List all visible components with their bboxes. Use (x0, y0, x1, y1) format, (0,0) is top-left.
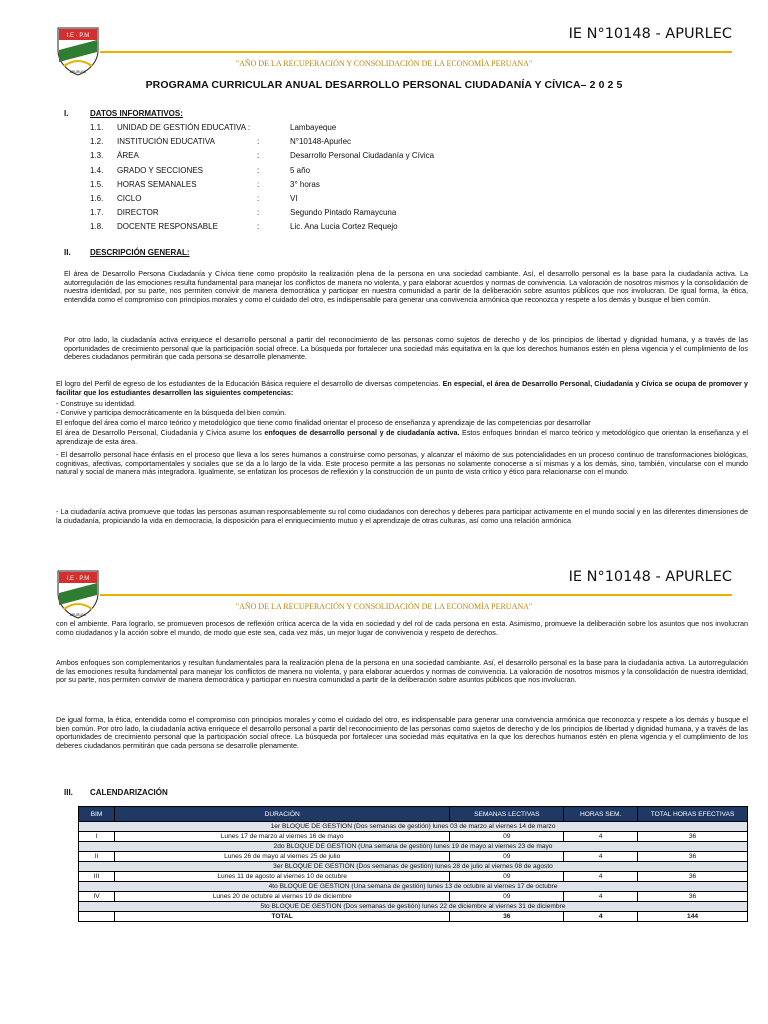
table-cell: 4 (564, 912, 638, 922)
info-row-label: GRADO Y SECCIONES (117, 165, 203, 175)
column-header: TOTAL HORAS EFECTIVAS (638, 807, 748, 822)
info-row-label: ÁREA (117, 151, 139, 161)
section-heading: I. DATOS INFORMATIVOS: (64, 109, 183, 118)
column-header: DURACIÓN (114, 807, 449, 822)
year-motto: "AÑO DE LA RECUPERACIÓN Y CONSOLIDACIÓN DE LA ECONOMÍA PERUANA" (235, 602, 533, 611)
table-cell: 09 (450, 832, 564, 842)
table-cell: Lunes 11 de agosto al viernes 10 de octubre (114, 872, 449, 882)
table-cell (79, 912, 115, 922)
school-crest-logo (56, 569, 100, 619)
table-cell: 4 (564, 852, 638, 862)
management-block-row (79, 862, 748, 872)
table-cell: 09 (450, 892, 564, 902)
info-row-value: 5 año (290, 165, 311, 175)
year-motto: "AÑO DE LA RECUPERACIÓN Y CONSOLIDACIÓN DE LA ECONOMÍA PERUANA" (235, 59, 533, 68)
info-row-separator: : (257, 179, 260, 189)
total-row (79, 912, 748, 922)
table-row (79, 892, 748, 902)
svg-text:I.E · P.M: I.E · P.M (66, 33, 90, 39)
table-cell: 09 (450, 852, 564, 862)
table-cell: 4 (564, 832, 638, 842)
table-cell: IV (79, 892, 115, 902)
table-cell: III (79, 872, 115, 882)
info-row-separator: : (257, 208, 260, 218)
paragraph: con el ambiente. Para lograrlo, se promueven procesos de reflexión crítica acerca de la vida en sociedad y del rol de cada persona en esta. Asimismo, promueve la deliberación sobre los asuntos que nos involucran como ciudadanos y la acción sobre el mundo, de modo que este sea, cada vez más, un mejor lugar de convivencia y respeto de derechos. (56, 619, 748, 637)
header-gold-rule (100, 51, 732, 53)
header-gold-rule (100, 594, 732, 596)
info-row-label: DIRECTOR (117, 208, 159, 218)
table-cell: I (79, 832, 115, 842)
info-row-number: 1.3. (90, 151, 104, 161)
table-cell: 4 (564, 892, 638, 902)
svg-text:I.E · P.M: I.E · P.M (66, 576, 90, 582)
info-row-number: 1.7. (90, 208, 104, 218)
list-item: - Construye su identidad. (56, 399, 136, 408)
school-id: IE N°10148 - APURLEC (568, 569, 732, 585)
management-block-row (79, 882, 748, 892)
table-cell: 36 (638, 892, 748, 902)
block-cell: 2do BLOQUE DE GESTION (Una semana de gestión) lunes 19 de mayo al viernes 23 de mayo (79, 842, 748, 852)
block-cell: 4to BLOQUE DE GESTION (Una semana de gestión) lunes 13 de octubre al viernes 17 de octubre (79, 882, 748, 892)
block-cell: 5to BLOQUE DE GESTION (Dos semanas de gestión) lunes 22 de diciembre al viernes 31 de diciembre (79, 902, 748, 912)
table-row (79, 852, 748, 862)
table-row (79, 872, 748, 882)
management-block-row (79, 902, 748, 912)
paragraph: El área de Desarrollo Personal, Ciudadanía y Cívica asume los enfoques de desarrollo personal y de ciudadanía activa. Estos enfoques brindan el marco teórico y metodológico que orientan la enseñanza y el aprendizaje de esta área. (56, 428, 748, 446)
svg-text:APURLEC: APURLEC (69, 70, 87, 74)
list-item: - Convive y participa democráticamente en la búsqueda del bien común. (56, 408, 287, 417)
paragraph: Por otro lado, la ciudadanía activa enriquece el desarrollo personal a partir del reconocimiento de las personas como sujetos de derecho y de los principios de libertad y dignidad humana, y a través de las oportunidades de crecimiento personal que la participación social ofrece. La búsqueda por fortalecer una sociedad más equitativa en la que los derechos humanos estén en plena vigencia y el cumplimiento de los deberes ciudadanos permitirán que cada persona se desarrolle plenamente. (64, 335, 748, 362)
management-block-row (79, 822, 748, 832)
info-row-value: N°10148-Apurlec (290, 137, 352, 147)
info-row-label: INSTITUCIÓN EDUCATIVA (117, 137, 215, 147)
table-cell: 09 (450, 872, 564, 882)
svg-text:APURLEC: APURLEC (69, 613, 87, 617)
info-row-separator: : (257, 137, 260, 147)
column-header: BIM (79, 807, 115, 822)
info-row-label: CICLO (117, 194, 142, 203)
paragraph: El área de Desarrollo Persona Ciudadanía y Cívica tiene como propósito la realización plena de la persona en una sociedad cambiante. Así, el desarrollo personal es la base para la ciudadanía activa. La autorregulación de las emociones resulta fundamental para manejar los conflictos de manera no violenta, y para elaborar acuerdos y normas de convivencia. La valoración de nosotros mismos y la consolidación de nuestra identidad, por su parte, nos permiten convivir de manera democrática y participar en nuestra comunidad a partir de la deliberación sobre asuntos públicos que nos involucran. De igual forma, la ética, entendida como el compromiso con principios morales y como el cuidado del otro, es indispensable para generar una convivencia armónica que reconozca y respete a los demás y busque el bien común. (64, 269, 748, 304)
paragraph: De igual forma, la ética, entendida como el compromiso con principios morales y como el cuidado del otro, es indispensable para generar una convivencia armónica que reconozca y respete a los demás y busque el bien común. Por otro lado, la ciudadanía activa enriquece el desarrollo personal a partir del reconocimiento de las personas como sujetos de derecho y de los principios de libertad y dignidad humana, y a través de las oportunidades de crecimiento personal que la participación social ofrece. La búsqueda por fortalecer una sociedad más equitativa en la que los derechos humanos estén en plena vigencia y el cumplimiento de los deberes ciudadanos permitirán que cada persona se desarrolle plenamente. (56, 715, 748, 750)
info-row-value: 3° horas (290, 179, 320, 189)
paragraph: - El desarrollo personal hace énfasis en el proceso que lleva a los seres humanos a construirse como personas, y alcanzar el máximo de sus potencialidades en un proceso continuo de transformaciones biológicas, cognitivas, afectivas, comportamentales y sociales que se da a lo largo de la vida. Este proceso permite a las personas no solamente conocerse a sí mismas y a los demás, sino, también, vincularse con el mundo natural y social de manera más integradora. Igualmente, se enfatizan los procesos de reflexión y la construcción de un punto de vista crítico y ético para relacionarse con el mundo. (56, 450, 748, 477)
table-cell: TOTAL (114, 912, 449, 922)
paragraph: - La ciudadanía activa promueve que todas las personas asuman responsablemente su rol como ciudadanos con derechos y deberes para participar activamente en el mundo social y en las diferentes dimensiones de la ciudadanía, propiciando la vida en democracia, la disposición para el enriquecimiento mutuo y el aprendizaje de otras culturas, así como una relación armónica (56, 507, 748, 525)
paragraph: El logro del Perfil de egreso de los estudiantes de la Educación Básica requiere el desarrollo de diversas competencias. En especial, el área de Desarrollo Personal, Ciudadanía y Cívica se ocupa de promover y facilitar que los estudiantes desarrollen las siguientes competencias: (56, 379, 748, 397)
info-row-separator: : (257, 151, 260, 161)
column-header: SEMANAS LECTIVAS (450, 807, 564, 822)
info-row-label: HORAS SEMANALES (117, 179, 197, 189)
info-row-number: 1.8. (90, 222, 104, 232)
table-cell: 36 (638, 852, 748, 862)
table-cell: Lunes 17 de marzo al viernes 16 de mayo (114, 832, 449, 842)
table-cell: 36 (638, 872, 748, 882)
info-row-label: UNIDAD DE GESTIÓN EDUCATIVA : (117, 123, 251, 132)
info-row-value: Lambayeque (290, 123, 337, 132)
info-row-number: 1.4. (90, 165, 104, 175)
info-row-separator: : (257, 194, 260, 203)
info-row-separator: : (257, 165, 260, 175)
section-heading: III. CALENDARIZACIÓN (64, 788, 168, 797)
paragraph: El enfoque del área como el marco teórico y metodológico que tiene como finalidad orientar el proceso de enseñanza y aprendizaje de las competencias por desarrollar (56, 418, 591, 427)
info-row-value: Lic. Ana Lucia Cortez Requejo (290, 222, 398, 232)
info-row-label: DOCENTE RESPONSABLE (117, 222, 218, 232)
table-cell: 4 (564, 872, 638, 882)
school-id: IE N°10148 - APURLEC (568, 26, 732, 42)
column-header: HORAS SEM. (564, 807, 638, 822)
table-cell: 36 (450, 912, 564, 922)
info-row-value: Segundo Pintado Ramaycuna (290, 208, 397, 218)
management-block-row (79, 842, 748, 852)
block-cell: 3er BLOQUE DE GESTION (Dos semanas de gestión) lunes 28 de julio al viernes 08 de agosto (79, 862, 748, 872)
info-row-number: 1.5. (90, 179, 104, 189)
table-cell: Lunes 20 de octubre al viernes 19 de diciembre (114, 892, 449, 902)
table-cell: 144 (638, 912, 748, 922)
document-title: PROGRAMA CURRICULAR ANUAL DESARROLLO PERSONAL CIUDADANÍA Y CÍVICA– 2 0 2 5 (145, 79, 623, 91)
table-cell: 36 (638, 832, 748, 842)
block-cell: 1er BLOQUE DE GESTION (Dos semanas de gestión) lunes 03 de marzo al viernes 14 de marzo (79, 822, 748, 832)
table-row (79, 832, 748, 842)
info-row-number: 1.6. (90, 194, 104, 203)
info-row-value: VI (290, 194, 298, 203)
info-row-separator: : (257, 222, 260, 232)
school-crest-logo (56, 26, 100, 76)
info-row-number: 1.1. (90, 123, 104, 132)
info-row-number: 1.2. (90, 137, 104, 147)
paragraph: Ambos enfoques son complementarios y resultan fundamentales para la realización plena de la persona en una sociedad cambiante. Así, el desarrollo personal es la base para la ciudadanía activa. La autorregulación de las emociones resulta fundamental para manejar los conflictos de manera no violenta, y para elaborar acuerdos y normas de convivencia. La valoración de nosotros mismos y la consolidación de nuestra identidad, por su parte, nos permiten convivir de manera democrática y participar en nuestra comunidad a partir de la deliberación sobre asuntos públicos que nos involucran. (56, 658, 748, 685)
table-cell: Lunes 26 de mayo al viernes 25 de julio (114, 852, 449, 862)
table-cell: II (79, 852, 115, 862)
table-header-row (79, 807, 748, 822)
info-row-value: Desarrollo Personal Ciudadanía y Cívica (290, 151, 435, 161)
section-heading: II. DESCRIPCIÓN GENERAL: (64, 248, 190, 257)
calendar-table (78, 806, 748, 922)
